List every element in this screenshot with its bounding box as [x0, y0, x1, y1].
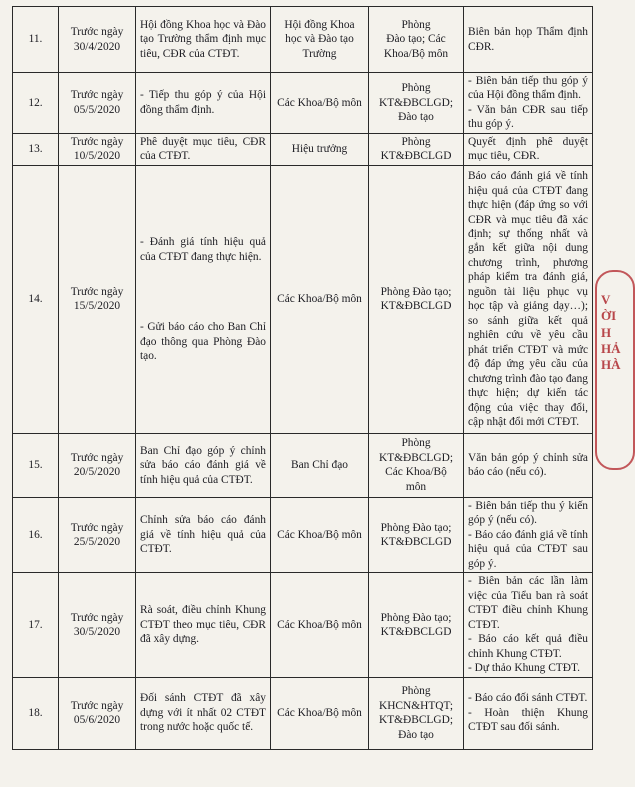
- row-number: 18.: [13, 677, 59, 749]
- coordinating-cell: [369, 7, 464, 73]
- coordinating-cell-line: KT&ĐBCLGD: [380, 626, 452, 639]
- coordinating-cell-line: KT&ĐBCLGD;: [378, 96, 454, 109]
- output-cell-line: Báo cáo đánh giá về tính hiệu quả của CTĐT đang thực hiện (đáp ứng so với CĐR và mục tiêu đã xác định; sự thống nhất và gắn kết giữa nội dung chương trình, phương pháp kiểm tra đánh giá, nguồn tài liệu phục vụ học tập và giảng dạy…); so sánh giữa kết quả nghiên cứu về yêu cầu phát triển CTĐT và mức độ đáp ứng yêu cầu của chương trình đào tạo đang thực hiện; dự kiến tác động của việc thay đổi, cập nhật đổi mới CTĐT.: [468, 170, 588, 429]
- coordinating-cell-line: KT&ĐBCLGD: [380, 536, 452, 549]
- table-row: [13, 433, 593, 497]
- red-stamp: [595, 270, 635, 470]
- output-cell-line: - Biên bản các lần làm việc của Tiểu ban rà soát CTĐT điều chỉnh Khung CTĐT.: [468, 575, 588, 631]
- stamp-text: HẢ: [601, 340, 621, 356]
- responsible-cell-line: Hội đồng Khoa học và Đào tạo Trường: [284, 18, 355, 60]
- deadline-cell-line: Trước ngày: [70, 26, 124, 39]
- table-row: [13, 165, 593, 433]
- task-cell: [136, 573, 271, 677]
- coordinating-cell-line: Phòng Đào tạo;: [380, 521, 452, 534]
- responsible-cell: [271, 497, 369, 572]
- deadline-cell-line: 20/5/2020: [73, 466, 121, 479]
- task-cell-line: - Tiếp thu góp ý của Hội đồng thẩm định.: [140, 89, 266, 116]
- row-number: 17.: [13, 573, 59, 677]
- deadline-cell-line: 05/6/2020: [73, 714, 121, 727]
- responsible-cell-line: Ban Chỉ đạo: [291, 459, 348, 472]
- coordinating-cell: [369, 497, 464, 572]
- stamp-text: ỜI: [601, 308, 617, 324]
- task-cell: [136, 133, 271, 165]
- schedule-table: [12, 6, 593, 750]
- output-cell-line: - Biên bản tiếp thu ý kiến góp ý (nếu có).: [468, 499, 588, 527]
- deadline-cell-line: Trước ngày: [70, 611, 124, 624]
- output-cell: [464, 7, 593, 73]
- coordinating-cell-line: Phòng: [401, 685, 431, 698]
- stamp-text: H: [601, 324, 612, 340]
- deadline-cell: [59, 165, 136, 433]
- deadline-cell: [59, 433, 136, 497]
- responsible-cell-line: Các Khoa/Bộ môn: [277, 528, 362, 541]
- task-cell-line: - Đánh giá tính hiệu quả của CTĐT đang thực hiện.: [140, 236, 266, 263]
- output-cell: [464, 573, 593, 677]
- task-cell-line: Rà soát, điều chỉnh Khung CTĐT theo mục tiêu, CĐR đã xây dựng.: [140, 604, 266, 646]
- task-cell: [136, 73, 271, 134]
- deadline-cell-line: 05/5/2020: [73, 103, 121, 116]
- table-row: [13, 677, 593, 749]
- output-cell-line: - Hoàn thiện Khung CTĐT sau đối sánh.: [468, 706, 588, 734]
- coordinating-cell-line: KHCN&HTQT;: [378, 699, 454, 712]
- output-cell: [464, 677, 593, 749]
- output-cell-line: - Báo cáo kết quả điều chỉnh Khung CTĐT.: [468, 633, 588, 660]
- task-cell-line: Chỉnh sửa báo cáo đánh giá về tính hiệu quả của CTĐT.: [140, 514, 266, 556]
- row-number: 16.: [13, 497, 59, 572]
- deadline-cell: [59, 73, 136, 134]
- row-number: 14.: [13, 165, 59, 433]
- output-cell-line: Quyết định phê duyệt mục tiêu, CĐR.: [468, 135, 588, 163]
- stamp-text: HÀ: [601, 357, 621, 372]
- output-cell: [464, 73, 593, 134]
- coordinating-cell: [369, 433, 464, 497]
- coordinating-cell-line: KT&ĐBCLGD;: [378, 451, 454, 464]
- task-cell: [136, 433, 271, 497]
- output-cell-line: - Biên bản tiếp thu góp ý của Hội đồng thẩm định.: [468, 75, 588, 102]
- output-cell: [464, 433, 593, 497]
- row-number: 15.: [13, 433, 59, 497]
- output-cell-line: - Dự thảo Khung CTĐT.: [468, 662, 580, 675]
- coordinating-cell-line: Đào tạo; Các Khoa/Bộ môn: [383, 33, 449, 60]
- deadline-cell: [59, 133, 136, 165]
- task-cell-line: Hội đồng Khoa học và Đào tạo Trường thẩm định mục tiêu, CĐR của CTĐT.: [140, 18, 266, 60]
- task-cell: [136, 165, 271, 433]
- coordinating-cell-line: môn: [405, 480, 427, 493]
- task-cell-line: Phê duyệt mục tiêu, CĐR của CTĐT.: [140, 135, 266, 163]
- coordinating-cell-line: Phòng: [401, 82, 431, 95]
- responsible-cell-line: Các Khoa/Bộ môn: [277, 293, 362, 306]
- coordinating-cell: [369, 677, 464, 749]
- coordinating-cell-line: Phòng: [401, 437, 431, 450]
- deadline-cell-line: 30/5/2020: [73, 626, 121, 639]
- deadline-cell-line: Trước ngày: [70, 135, 124, 148]
- coordinating-cell-line: Phòng Đào tạo;: [380, 611, 452, 624]
- deadline-cell-line: Trước ngày: [70, 89, 124, 102]
- responsible-cell: [271, 573, 369, 677]
- output-cell: [464, 133, 593, 165]
- row-number: 12.: [13, 73, 59, 134]
- responsible-cell: [271, 133, 369, 165]
- row-number: 11.: [13, 7, 59, 73]
- deadline-cell: [59, 677, 136, 749]
- output-cell-line: - Báo cáo đánh giá về tính hiệu quả của CTĐT sau góp ý.: [468, 528, 588, 570]
- output-cell: [464, 165, 593, 433]
- output-cell-line: - Báo cáo đối sánh CTĐT.: [468, 692, 588, 705]
- row-number: 13.: [13, 133, 59, 165]
- deadline-cell-line: Trước ngày: [70, 451, 124, 464]
- coordinating-cell-line: Phòng: [401, 135, 431, 148]
- coordinating-cell: [369, 133, 464, 165]
- coordinating-cell-line: KT&ĐBCLGD: [380, 300, 452, 313]
- responsible-cell-line: Các Khoa/Bộ môn: [277, 96, 362, 109]
- output-cell-line: - Văn bản CĐR sau tiếp thu góp ý.: [468, 103, 588, 131]
- table-row: [13, 133, 593, 165]
- coordinating-cell: [369, 73, 464, 134]
- responsible-cell: [271, 677, 369, 749]
- responsible-cell: [271, 73, 369, 134]
- coordinating-cell: [369, 165, 464, 433]
- deadline-cell: [59, 7, 136, 73]
- table-row: [13, 497, 593, 572]
- task-cell-line: Đối sánh CTĐT đã xây dựng với ít nhất 02 CTĐT trong nước hoặc quốc tế.: [140, 692, 266, 734]
- table-row: [13, 7, 593, 73]
- output-cell-line: Văn bản góp ý chỉnh sửa báo cáo (nếu có).: [468, 451, 588, 479]
- deadline-cell-line: 10/5/2020: [73, 150, 121, 163]
- deadline-cell-line: Trước ngày: [70, 285, 124, 298]
- coordinating-cell-line: Phòng: [401, 18, 431, 31]
- task-cell-line: - Gửi báo cáo cho Ban Chỉ đạo thông qua Phòng Đào tạo.: [140, 321, 266, 363]
- responsible-cell-line: Các Khoa/Bộ môn: [277, 706, 362, 719]
- deadline-cell-line: 25/5/2020: [73, 536, 121, 549]
- task-cell: [136, 7, 271, 73]
- deadline-cell-line: 30/4/2020: [73, 40, 121, 53]
- table-body: [13, 7, 593, 750]
- deadline-cell-line: Trước ngày: [70, 699, 124, 712]
- output-cell: [464, 497, 593, 572]
- coordinating-cell-line: KT&ĐBCLGD;: [378, 714, 454, 727]
- responsible-cell: [271, 7, 369, 73]
- stamp-text: V: [601, 292, 611, 307]
- coordinating-cell: [369, 573, 464, 677]
- task-cell: [136, 677, 271, 749]
- task-cell: [136, 497, 271, 572]
- coordinating-cell-line: Các Khoa/Bộ: [385, 466, 447, 479]
- responsible-cell: [271, 433, 369, 497]
- coordinating-cell-line: Đào tạo: [398, 111, 434, 124]
- coordinating-cell-line: KT&ĐBCLGD: [380, 150, 452, 163]
- table-row: [13, 573, 593, 677]
- responsible-cell: [271, 165, 369, 433]
- output-cell-line: Biên bản họp Thẩm định CĐR.: [468, 26, 588, 53]
- deadline-cell-line: Trước ngày: [70, 521, 124, 534]
- responsible-cell-line: Các Khoa/Bộ môn: [277, 618, 362, 631]
- task-cell-line: Ban Chỉ đạo góp ý chỉnh sửa báo cáo đánh giá về tính hiệu quả của CTĐT.: [140, 444, 266, 486]
- coordinating-cell-line: Đào tạo: [398, 728, 434, 741]
- coordinating-cell-line: Phòng Đào tạo;: [380, 285, 452, 298]
- deadline-cell: [59, 497, 136, 572]
- table-row: [13, 73, 593, 134]
- deadline-cell: [59, 573, 136, 677]
- responsible-cell-line: Hiệu trưởng: [291, 143, 348, 156]
- deadline-cell-line: 15/5/2020: [73, 300, 121, 313]
